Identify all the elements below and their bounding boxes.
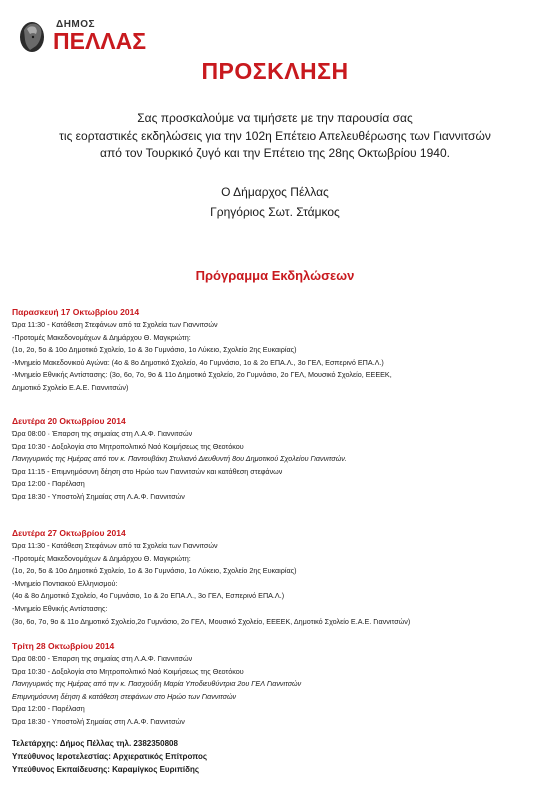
event-line: -Μνημείο Ποντιακού Ελληνισμού:	[12, 578, 118, 588]
event-line: Ώρα 12:00 - Παρέλαση	[12, 704, 85, 714]
day-block	[12, 306, 540, 395]
event-line: Ώρα 08:00 - Έπαρση της σημαίας στη Λ.Α.Φ. Γιαννιτσών	[12, 654, 193, 663]
event-line: (1ο, 2ο, 5ο & 10ο Δημοτικό Σχολείο, 1ο & 3ο Γυμνάσιο, 1ο Λύκειο, Σχολείο 2ης Ευκαιρίας)	[12, 345, 297, 355]
event-line: Πανηγυρικός της Ημέρας από τον κ. Παντουβάκη Στυλιανό Διευθυντή 8ου Δημοτικού Σχολείου Γιαννιτσών.	[12, 454, 347, 464]
event-line: Ώρα 10:30 - Δοξολογία στο Μητροπολιτικό Ναό Κοιμήσεως της Θεοτόκου	[12, 441, 244, 451]
event-line: -Προτομές Μακεδονομάχων & Δημάρχου Θ. Μαγκριώτη:	[12, 553, 191, 563]
event-line: -Μνημείο Εθνικής Αντίστασης: (3ο, 6ο, 7ο, 9ο & 11ο Δημοτικό Σχολείο, 2ο Γυμνάσιο, 2ο ΓΕΛ, Μουσικό Σχολείο, ΕΕΕΕΚ,	[12, 370, 392, 380]
footer-line: Υπεύθυνος Ιεροτελεστίας: Αρχιερατικός Επίτροπος	[12, 752, 208, 762]
logo-small-text: ΔΗΜΟΣ	[56, 19, 96, 30]
event-line: Δημοτικό Σχολείο Ε.Α.Ε. Γιαννιτσών)	[12, 382, 129, 392]
event-line: -Προτομές Μακεδονομάχων & Δημάρχου Θ. Μαγκριώτη:	[12, 332, 191, 342]
footer-line: Υπεύθυνος Εκπαίδευσης: Καραμίγκος Ευριπίδης	[12, 765, 199, 775]
day-block	[12, 527, 540, 628]
event-line: Ώρα 18:30 - Υποστολή Σημαίας στη Λ.Α.Φ. Γιαννιτσών	[12, 491, 185, 501]
event-line: Ώρα 12:00 - Παρέλαση	[12, 479, 85, 489]
event-line: Ώρα 18:30 - Υποστολή Σημαίας στη Λ.Α.Φ. Γιαννιτσών	[12, 716, 185, 726]
logo-big-text: ΠΕΛΛΑΣ	[53, 28, 147, 54]
day-heading: Τρίτη 28 Οκτωβρίου 2014	[12, 641, 115, 651]
event-line: Επιμνημόσυνη δέηση & κατάθεση στεφάνων στο Ηρώο των Γιαννιτσών	[12, 691, 237, 701]
event-line: (1ο, 2ο, 5ο & 10ο Δημοτικό Σχολείο, 1ο & 3ο Γυμνάσιο, 1ο Λύκειο, Σχολείο 2ης Ευκαιρίας)	[12, 566, 297, 576]
footer-line: Τελετάρχης: Δήμος Πέλλας τηλ. 2382350808	[12, 739, 178, 748]
day-heading: Δευτέρα 20 Οκτωβρίου 2014	[12, 416, 126, 426]
intro-line: από τον Τουρκικό ζυγό και την Επέτειο της 28ης Οκτωβρίου 1940.	[100, 146, 450, 160]
intro-line: Σας προσκαλούμε να τιμήσετε με την παρουσία σας	[137, 111, 413, 125]
event-line: Ώρα 11:15 - Επιμνημόσυνη δέηση στο Ηρώο των Γιαννιτσών και κατάθεση στεφάνων	[12, 466, 283, 476]
event-line: (3ο, 6ο, 7ο, 9ο & 11ο Δημοτικό Σχολείο,2ο Γυμνάσιο, 2ο ΓΕΛ, Μουσικό Σχολείο, ΕΕΕΕΚ, Δημοτικό Σχολείο Ε.Α.Ε. Γιαννιτσών)	[12, 616, 411, 626]
event-line: Ώρα 08:00 · Έπαρση της σημαίας στη Λ.Α.Φ. Γιαννιτσών	[12, 429, 193, 438]
event-line: (4ο & 8ο Δημοτικό Σχολείο, 4ο Γυμνάσιο, 1ο & 2ο ΕΠΑ.Λ., 3ο ΓΕΛ, Εσπερινό ΕΠΑ.Λ.)	[12, 591, 285, 601]
event-line: Ώρα 11:30 - Κατάθεση Στεφάνων από τα Σχολεία των Γιαννιτσών	[12, 541, 218, 550]
alexander-head-emblem-icon	[18, 20, 46, 54]
program-title: Πρόγραμμα Εκδηλώσεων	[195, 268, 355, 283]
intro-line: τις εορταστικές εκδηλώσεις για την 102η Επέτειο Απελευθέρωσης των Γιαννιτσών	[59, 128, 491, 143]
municipality-logo	[10, 18, 150, 58]
organizers-footer	[12, 737, 540, 777]
signature-role: Ο Δήμαρχος Πέλλας	[221, 185, 329, 199]
event-line: -Μνημείο Μακεδονικού Αγώνα: (4ο & 8ο Δημοτικό Σχολείο, 4ο Γυμνάσιο, 1ο & 2ο ΕΠΑ.Λ., 3ο ΓΕΛ, Εσπερινό ΕΠΑ.Λ.)	[12, 357, 384, 367]
signature-name: Γρηγόριος Σωτ. Στάμκος	[210, 205, 340, 219]
day-block	[12, 415, 540, 504]
event-line: Πανηγυρικός της Ημέρας από την κ. Πασχούδη Μαρία Υποδιευθύντρια 2ου ΓΕΛ Γιαννιτσών	[12, 679, 302, 689]
invitation-intro	[20, 110, 530, 163]
event-line: Ώρα 10:30 - Δοξολογία στο Μητροπολιτικό Ναό Κοιμήσεως της Θεοτόκου	[12, 666, 244, 676]
invitation-title: ΠΡΟΣΚΛΗΣΗ	[201, 58, 349, 84]
day-heading: Παρασκευή 17 Οκτωβρίου 2014	[12, 307, 140, 317]
day-heading: Δευτέρα 27 Οκτωβρίου 2014	[12, 528, 126, 538]
mayor-signature	[0, 182, 550, 222]
event-line: Ώρα 11:30 - Κατάθεση Στεφάνων από τα Σχολεία των Γιαννιτσών	[12, 320, 218, 329]
event-line: -Μνημείο Εθνικής Αντίστασης:	[12, 603, 108, 613]
day-block	[12, 640, 540, 729]
